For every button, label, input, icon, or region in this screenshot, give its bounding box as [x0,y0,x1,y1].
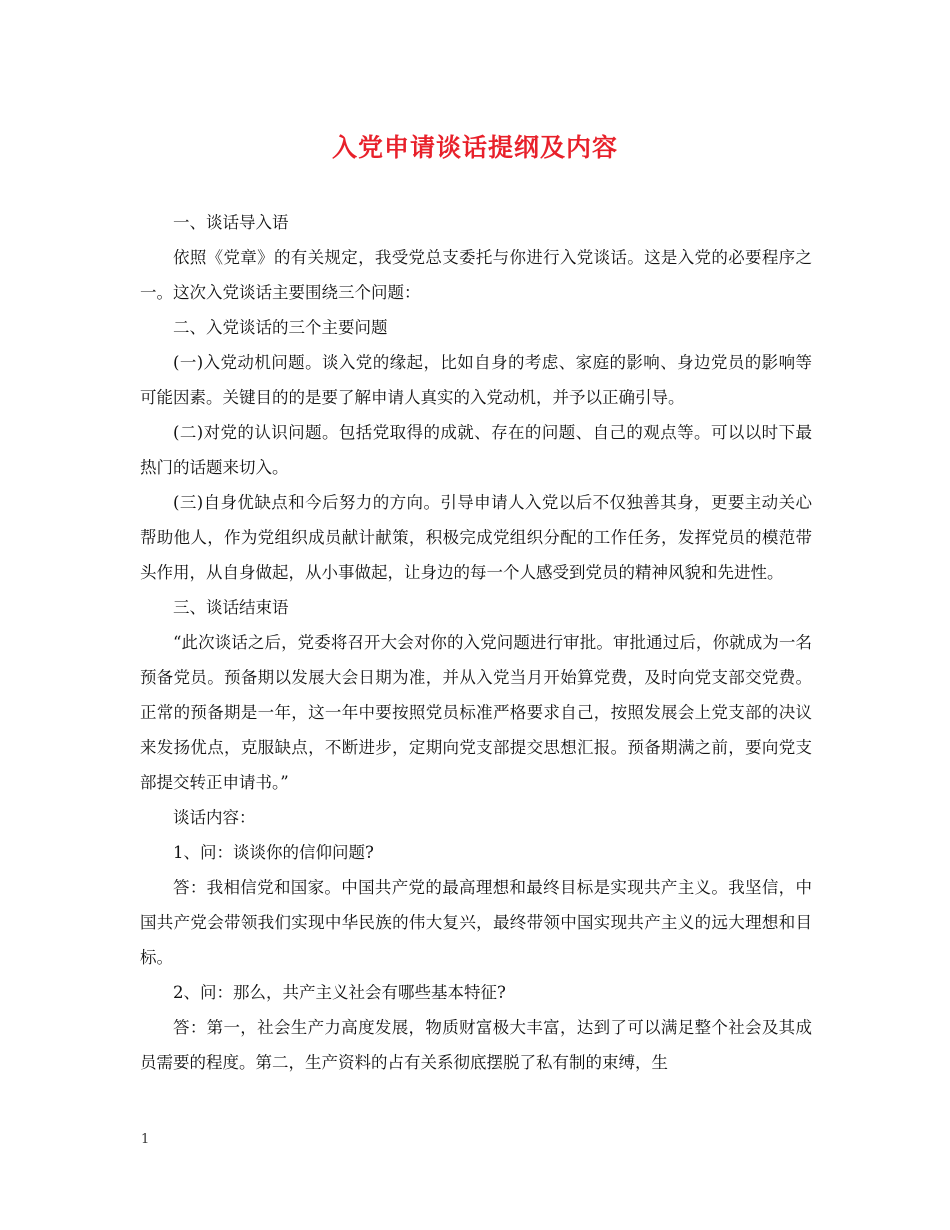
document-body [140,205,812,1080]
question: 2、问：那么，共产主义社会有哪些基本特征? [173,983,506,1002]
question: 1、问：谈谈你的信仰问题? [173,843,374,862]
paragraph: (二)对党的认识问题。包括党取得的成就、存在的问题、自己的观点等。可以以时下最热门的话题来切入。 [140,423,812,477]
answer: 答：我相信党和国家。中国共产党的最高理想和最终目标是实现共产主义。我坚信，中国共产党会带领我们实现中华民族的伟大复兴，最终带领中国实现共产主义的远大理想和目标。 [140,878,812,967]
paragraph: 依照《党章》的有关规定，我受党总支委托与你进行入党谈话。这是入党的必要程序之一。这次入党谈话主要围绕三个问题： [140,248,812,302]
document-title: 入党申请谈话提纲及内容 [331,133,618,162]
section-heading: 一、谈话导入语 [173,213,289,232]
section-heading: 谈话内容： [173,808,256,827]
section-heading: 二、入党谈话的三个主要问题 [173,318,388,337]
paragraph: (三)自身优缺点和今后努力的方向。引导申请人入党以后不仅独善其身，更要主动关心帮助他人，作为党组织成员献计献策，积极完成党组织分配的工作任务，发挥党员的模范带头作用，从自身做起，从小事做起，让身边的每一个人感受到党员的精神风貌和先进性。 [140,493,812,582]
paragraph: “此次谈话之后，党委将召开大会对你的入党问题进行审批。审批通过后，你就成为一名预备党员。预备期以发展大会日期为准，并从入党当月开始算党费，及时向党支部交党费。正常的预备期是一年，这一年中要按照党员标准严格要求自己，按照发展会上党支部的决议来发扬优点，克服缺点，不断进步，定期向党支部提交思想汇报。预备期满之前，要向党支部提交转正申请书。” [140,633,812,792]
page-number: 1 [141,1132,150,1147]
answer: 答：第一，社会生产力高度发展，物质财富极大丰富，达到了可以满足整个社会及其成员需要的程度。第二，生产资料的占有关系彻底摆脱了私有制的束缚，生 [140,1018,812,1072]
section-heading: 三、谈话结束语 [173,598,289,617]
paragraph: (一)入党动机问题。谈入党的缘起，比如自身的考虑、家庭的影响、身边党员的影响等可能因素。关键目的的是要了解申请人真实的入党动机，并予以正确引导。 [140,353,812,407]
